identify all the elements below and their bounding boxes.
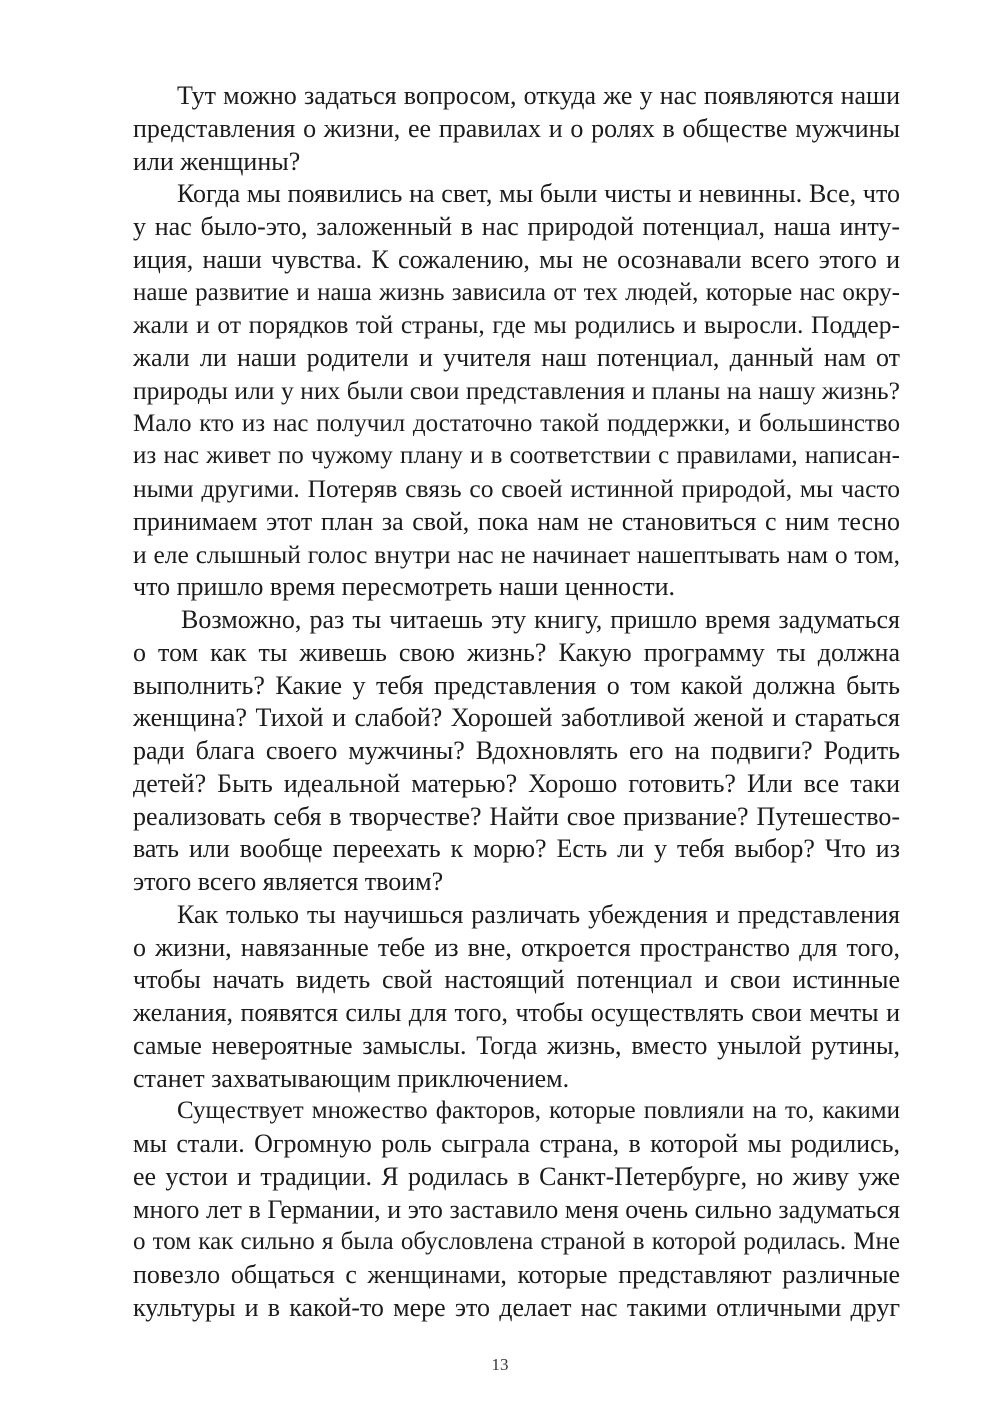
text-line: принимаем этот план за свой, пока нам не становиться с ним тесно — [133, 506, 900, 536]
text-line: ее устои и традиции. Я родилась в Санкт-Петербурге, но живу уже — [133, 1161, 900, 1191]
text-line: природы или у них были свои представления и планы на нашу жизнь? — [133, 375, 900, 405]
text-line: много лет в Германии, и это заставило меня очень сильно задуматься — [133, 1194, 900, 1224]
text-line: ради блага своего мужчины? Вдохновлять его на подвиги? Родить — [133, 736, 900, 765]
text-line: станет захватывающим приключением. — [133, 1063, 570, 1093]
text-line: иция, наши чувства. К сожалению, мы не осознавали всего этого и — [133, 244, 900, 274]
text-line: у нас было-это, заложенный в нас природой потенциал, наша инту- — [133, 212, 900, 241]
text-line: о том как ты живешь свою жизнь? Какую программу ты должна — [133, 637, 900, 667]
text-line: Когда мы появились на свет, мы были чисты и невинны. Все, что — [177, 179, 900, 209]
text-line: о том как сильно я была обусловлена страной в которой родилась. Мне — [133, 1228, 900, 1256]
text-line: женщина? Тихой и слабой? Хорошей заботливой женой и стараться — [133, 703, 900, 733]
text-line: Тут можно задаться вопросом, откуда же у нас появляются наши — [177, 81, 900, 110]
text-line: детей? Быть идеальной матерью? Хорошо готовить? Или все таки — [133, 768, 900, 798]
page-number: 13 — [491, 1355, 509, 1374]
text-line: культуры и в какой-то мере это делает нас такими отличными друг — [133, 1292, 900, 1322]
text-line: реализовать себя в творчестве? Найти свое призвание? Путешество- — [133, 801, 900, 831]
paragraph-4 — [133, 899, 900, 1096]
text-line: чтобы начать видеть свой настоящий потенциал и свои истинные — [133, 965, 900, 995]
text-line: самые невероятные замыслы. Тогда жизнь, вместо унылой рутины, — [133, 1030, 900, 1060]
paragraph-2 — [133, 178, 900, 604]
text-line: или женщины? — [133, 146, 301, 176]
text-line: из нас живет по чужому плану и в соответствии с правилами, написан- — [133, 442, 900, 470]
text-line: жали и от порядков той страны, где мы родились и выросли. Поддер- — [133, 310, 900, 340]
text-line: и еле слышный голос внутри нас не начинает нашептывать нам о том, — [133, 539, 900, 569]
text-line: Как только ты научишься различать убеждения и представления — [177, 899, 900, 929]
text-line: о жизни, навязанные тебе из вне, откроется пространство для того, — [133, 932, 900, 962]
text-line: Мало кто из нас получил достаточно такой поддержки, и большинство — [133, 409, 900, 437]
text-line: этого всего является твоим? — [133, 867, 444, 896]
text-line: ными другими. Потеряв связь со своей истинной природой, мы часто — [133, 474, 900, 503]
text-line: наше развитие и наша жизнь зависила от тех людей, которые нас окру- — [133, 278, 900, 306]
text-line: Существует множество факторов, которые повлияли на то, какими — [177, 1097, 900, 1125]
text-line: Возможно, раз ты читаешь эту книгу, пришло время задуматься — [181, 605, 900, 634]
text-line: желания, появятся силы для того, чтобы осуществлять свои мечты и — [133, 998, 900, 1027]
text-line: выполнить? Какие у тебя представления о том какой должна быть — [133, 670, 900, 700]
paragraph-5 — [133, 1095, 900, 1324]
text-line: повезло общаться с женщинами, которые представляют различные — [133, 1260, 900, 1289]
body-text — [133, 80, 900, 1325]
paragraph-1 — [133, 80, 900, 178]
text-line: мы стали. Огромную роль сыграла страна, в которой мы родились, — [133, 1129, 900, 1158]
text-line: представления о жизни, ее правилах и о ролях в обществе мужчины — [133, 113, 900, 143]
text-line: жали ли наши родители и учителя наш потенциал, данный нам от — [133, 343, 900, 372]
text-line: что пришло время пересмотреть наши ценности. — [133, 572, 676, 602]
paragraph-3 — [133, 604, 900, 899]
text-line: вать или вообще переехать к морю? Есть ли у тебя выбор? Что из — [133, 834, 900, 864]
